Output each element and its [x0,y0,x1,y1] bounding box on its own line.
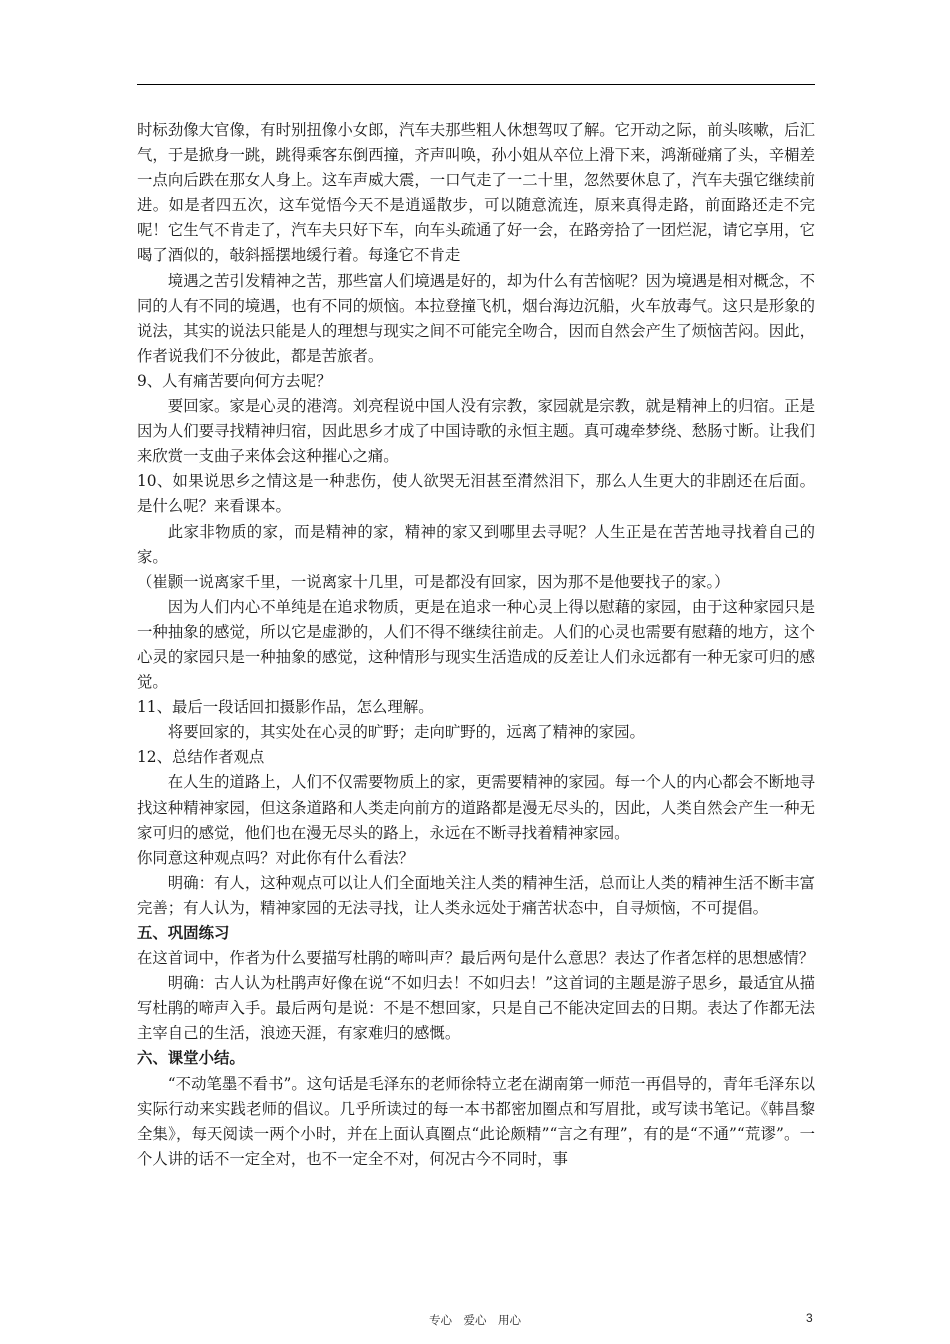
paragraph: 在人生的道路上，人们不仅需要物质上的家，更需要精神的家园。每一个人的内心都会不断地寻找这种精神家园，但这条道路和人类走向前方的道路都是漫无尽头的，因此，人类自然会产生一种无家可归的感觉，他们也在漫无尽头的路上，永远在不断寻找着精神家园。 [137,773,815,842]
paragraph: 11、最后一段话回扣摄影作品，怎么理解。 [137,698,434,717]
paragraph: “不动笔墨不看书”。这句话是毛泽东的老师徐特立老在湖南第一师范一再倡导的，青年毛泽东以实际行动来实践老师的倡议。几乎所读过的每一本书都密加圈点和写眉批，或写读书笔记。《韩昌黎全集》，每天阅读一两个小时，并在上面认真圈点“此论颇精”“言之有理”，有的是“不通”“荒谬”。一个人讲的话不一定全对，也不一定全不对，何况古今不同时，事 [137,1074,815,1168]
paragraph: 9、人有痛苦要向何方去呢？ [137,371,332,390]
paragraph: 此家非物质的家，而是精神的家，精神的家又到哪里去寻呢？人生正是在苦苦地寻找着自己的家。 [137,522,815,566]
paragraph: 你同意这种观点吗？对此你有什么看法？ [137,848,415,867]
paragraph: 12、总结作者观点 [137,748,265,767]
paragraph: 将要回家的，其实处在心灵的旷野；走向旷野的，远离了精神的家园。 [167,723,645,742]
section-heading: 六、课堂小结。 [137,1049,245,1068]
paragraph: 10、如果说思乡之情这是一种悲伤，使人欲哭无泪甚至潸然泪下，那么人生更大的非剧还在后面。是什么呢？来看课本。 [137,472,815,516]
paragraph: （崔颢一说离家千里，一说离家十几里，可是都没有回家，因为那不是他要找子的家。） [137,572,730,591]
paragraph: 时标劲像大官像，有时别扭像小女郎，汽车夫那些粗人休想驾叹了解。它开动之际，前头咳嗽，后汇气，于是掀身一跳，跳得乘客东倒西撞，齐声叫唤，孙小姐从卒位上滑下来，鸿渐碰痛了头，辛楣差一点向后跌在那女人身上。这车声威大震，一口气走了一二十里，忽然要休息了，汽车夫强它继续前进。如是者四五次，这车觉悟今天不是逍遥散步，可以随意流连，原来真得走路，前面路还走不完呢！它生气不肯走了，汽车夫只好下车，向车头疏通了好一会，在路旁拾了一团烂泥，请它享用，它喝了酒似的，敧斜摇摆地缓行着。每逢它不肯走 [137,121,815,265]
header-rule [137,84,815,85]
paragraph: 在这首词中，作者为什么要描写杜鹃的啼叫声？最后两句是什么意思？表达了作者怎样的思想感情？ [137,949,815,968]
paragraph: 明确：古人认为杜鹃声好像在说“不如归去！不如归去！”这首词的主题是游子思乡，最适宜从描写杜鹃的啼声入手。最后两句是说：不是不想回家，只是自己不能决定回去的日期。表达了作都无法主宰自己的生活，浪迹天涯，有家难归的感慨。 [137,974,815,1043]
paragraph: 要回家。家是心灵的港湾。刘亮程说中国人没有宗教，家园就是宗教，就是精神上的归宿。正是 因为人们要寻找精神归宿，因此思乡才成了中国诗歌的永恒主题。真可魂牵梦绕、愁肠寸断。让我们来欣赏一支曲子来体会这种摧心之痛。 [137,397,831,466]
footer-motto: 专心 爱心 用心 [429,1313,521,1327]
paragraph: 因为人们内心不单纯是在追求物质，更是在追求一种心灵上得以慰藉的家园，由于这种家园只是一种抽象的感觉，所以它是虚渺的，人们不得不继续往前走。人们的心灵也需要有慰藉的地方，这个心灵的家园只是一种抽象的感觉，这种情形与现实生活造成的反差让人们永远都有一种无家可归的感觉。 [137,597,815,692]
section-heading: 五、巩固练习 [137,924,230,942]
page-number: 3 [806,1311,813,1325]
paragraph: 明确：有人，这种观点可以让人们全面地关注人类的精神生活，总而让人类的精神生活不断丰富完善；有人认为，精神家园的无法寻找，让人类永远处于痛苦状态中，自寻烦恼，不可提倡。 [137,873,815,917]
document-body [137,118,831,1172]
paragraph: 境遇之苦引发精神之苦，那些富人们境遇是好的，却为什么有苦恼呢？因为境遇是相对概念，不同的人有不同的境遇，也有不同的烦恼。本拉登撞飞机，烟台海边沉船，火车放毒气。这只是形象的说法，其实的说法只能是人的理想与现实之间不可能完全吻合，因而自然会产生了烦恼苦闷。因此，作者说我们不分彼此，都是苦旅者。 [137,271,815,365]
